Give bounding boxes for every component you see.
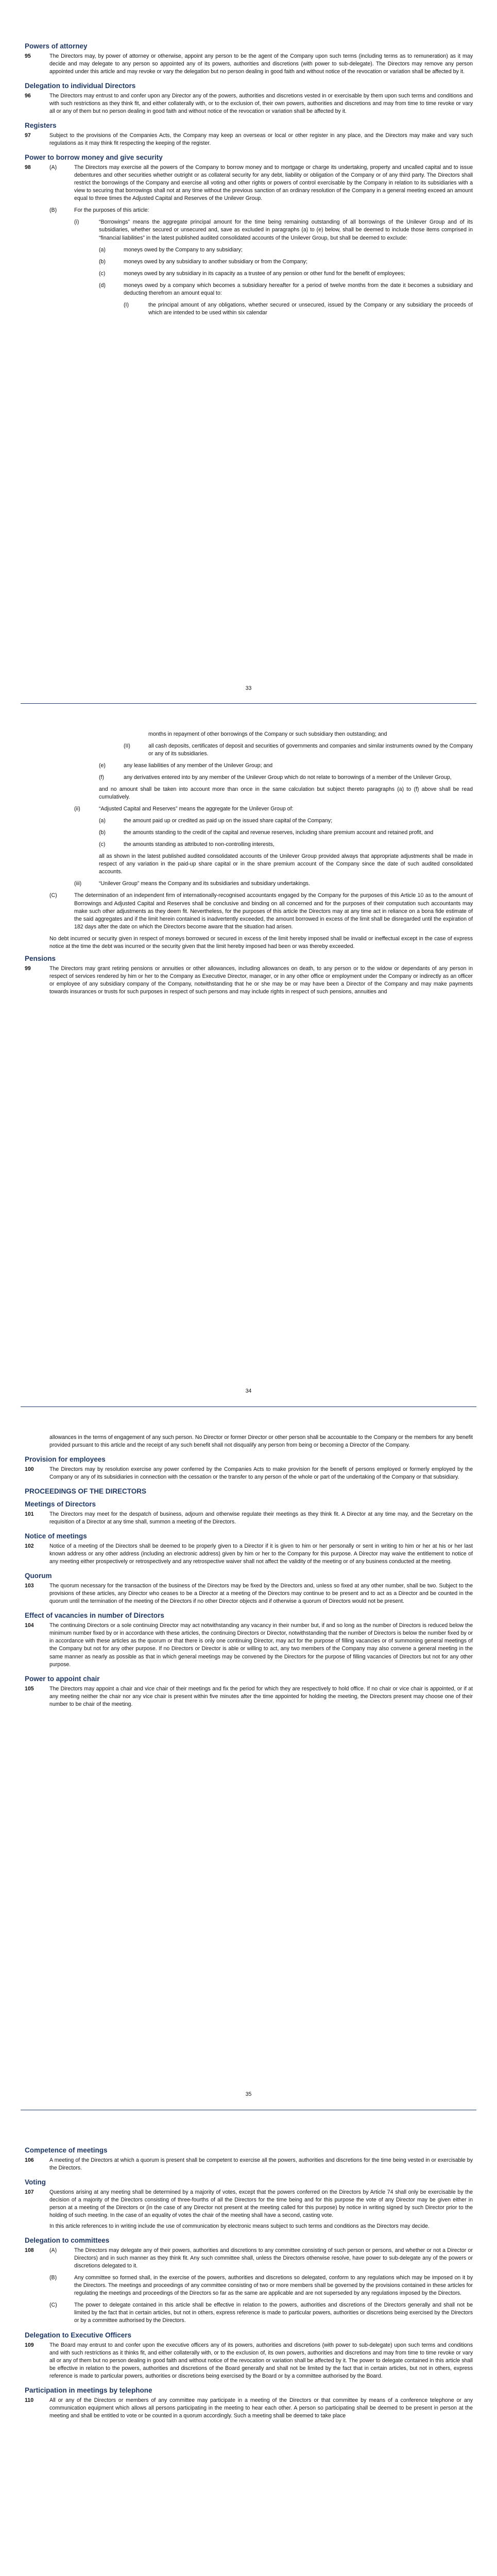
clause-text: The Directors may exercise all the powers of the Company to borrow money and to mortgage or charge its undertaking, property and uncalled capital and to issue debentures and other securities whether outright or as collateral security for any debt, liability or obligation of the Company or of any third party. The Directors shall restrict the borrowings of the Company and exercise all voting and other rights or powers of control exercisable by the Company in relation to its subsidiaries with a view to securing that borrowings shall not at any time without the previous sanction of an ordinary resolution of the Company in a general meeting exceed an amount equal to three times the Adjusted Capital and Reserves of the Unilever Group. xyxy=(74,164,473,202)
page-33 xyxy=(0,0,497,703)
clause-text: moneys owed by any subsidiary to another subsidiary or from the Company; xyxy=(124,258,307,265)
clause-98-b-i-d-I xyxy=(124,301,473,317)
article-number: 99 xyxy=(25,965,31,972)
article-109 xyxy=(25,2342,473,2380)
heading-pensions: Pensions xyxy=(25,954,56,962)
article-number: 98 xyxy=(25,164,31,171)
clause-text: any derivatives entered into by any member of the Unilever Group which do not relate to borrowings of a member of the Unilever Group, xyxy=(124,774,452,781)
page-35-content xyxy=(25,1434,473,1715)
clause-text: For the purposes of this article: xyxy=(74,207,149,214)
clause-text: months in repayment of other borrowings of the Company or such subsidiary then outstanding; and xyxy=(148,731,387,737)
clause-108-c xyxy=(49,2301,473,2325)
heading-meetings: Meetings of Directors xyxy=(25,1500,96,1509)
clause-98-b-ii xyxy=(74,805,473,813)
heading-voting: Voting xyxy=(25,2178,46,2187)
clause-text: “Unilever Group” means the Company and its subsidiaries and subsidiary undertakings. xyxy=(99,880,310,887)
article-text: A meeting of the Directors at which a quorum is present shall be competent to exercise all the powers, authorities and discretions for the time being vested in or exercisable by the Directors. xyxy=(49,2157,473,2172)
clause-98-b-ii-tail xyxy=(99,853,473,876)
article-106 xyxy=(25,2157,473,2172)
article-text: The Board may entrust to and confer upon the executive officers any of its powers, authorities and discretions (with power to sub-delegate) upon such terms and conditions and with such restrictions as it thinks fit, and either collaterally with, or to the exclusion of, its own powers, authorities and discretions and may from time to time revoke or vary all or any of them but no person dealing in good faith and without notice of the revocation or variation shall be affected by it. The power to delegate contained in this article shall be effective in relation to the powers, authorities and discretions of the Board generally and shall not be limited by the fact that in certain articles, but not in others, express reference is made to particular powers, authorities or discretions being exercised by the Board or by a committee authorised by the Board. xyxy=(49,2342,473,2379)
article-text: The Directors may by resolution exercise any power conferred by the Companies Acts to make provision for the benefit of persons employed or formerly employed by the Company or any of its subsidiaries in connection with the cessation or the transfer to any person of the whole or part of the undertaking of the Company or that subsidiary. xyxy=(49,1466,473,1481)
heading-committees: Delegation to committees xyxy=(25,2236,110,2245)
article-text: The Directors may entrust to and confer upon any Director any of the powers, authorities and discretions vested in or exercisable by them upon such terms and conditions and with such restrictions as they think fit, and either collaterally with, or to the exclusion of, their own powers, authorities and discretions and may from time to time revoke or vary all or any of them but no person dealing in good faith and without notice of the revocation or variation shall be affected by it. xyxy=(49,93,473,115)
heading-executive-officers: Delegation to Executive Officers xyxy=(25,2331,132,2339)
article-number: 104 xyxy=(25,1622,34,1629)
article-number: 109 xyxy=(25,2342,34,2348)
clause-label: (d) xyxy=(99,282,106,289)
clause-continuation xyxy=(148,731,473,738)
clause-label: (a) xyxy=(99,818,106,824)
clause-text: Any committee so formed shall, in the exercise of the powers, authorities and discretions so delegated, conform to any regulations which may be imposed on it by the Directors. The meetings and proceedings of any committee consisting of two or more members shall be governed by the provisions contained in these articles for regulating the meetings and proceedings of the Directors so far as the same are applicable and are not superseded by any regulations imposed by the Directors. xyxy=(74,2275,473,2297)
clause-label: (II) xyxy=(124,743,130,750)
heading-telephone: Participation in meetings by telephone xyxy=(25,2386,152,2394)
clause-98-b-ii-c xyxy=(99,841,473,849)
page-number: 35 xyxy=(245,2091,252,2097)
page-number: 33 xyxy=(245,685,252,691)
clause-text: The power to delegate contained in this article shall be effective in relation to the powers, authorities and discretions of the Directors generally and shall not be limited by the fact that in certain articles, but not in others, express reference is made to particular powers, authorities or discretions being exercised by the Directors or by a committee authorised by the Directors. xyxy=(74,2302,473,2324)
clause-98-no-debt xyxy=(49,935,473,951)
article-text: All or any of the Directors or members of any committee may participate in a meeting of the Directors or that committee by means of a conference telephone or any communication equipment which allows all persons participating in the meeting to hear each other. A person so participating shall be deemed to be present in person at the meeting and shall be entitled to vote or be counted in a quorum accordingly. Such a meeting shall be deemed to take place xyxy=(49,2397,473,2419)
clause-label: (i) xyxy=(74,219,79,226)
clause-label: (a) xyxy=(99,246,106,253)
heading-notice: Notice of meetings xyxy=(25,1532,87,1540)
clause-text: the amounts standing as attributed to non-controlling interests, xyxy=(124,841,275,848)
clause-98-b-ii-b xyxy=(99,829,473,837)
clause-text: No debt incurred or security given in respect of moneys borrowed or secured in excess of the limit hereby imposed shall be invalid or ineffectual except in the case of express notice at the time the debt was incurred or the security given that the limit hereby imposed had been or was thereby exceeded. xyxy=(49,935,473,950)
clause-label: (B) xyxy=(49,2275,57,2281)
clause-98-b-i-tail xyxy=(99,786,473,801)
article-text: The Directors may grant retiring pensions or annuities or other allowances, including allowances on death, to any person or to the widow or dependants of any person in respect of services rendered by him or her to the Company as Executive Director, manager, or in any other office or employment under the Company or indirectly as an officer or employee of any subsidiary company of the Company, notwithstanding that he or she may be or may have been a Director of the Company and may make payments towards insurances or trusts for such purposes in respect of such persons and may include rights in respect of such pensions, annuities and xyxy=(49,965,473,995)
clause-label: (b) xyxy=(99,829,106,836)
article-number: 108 xyxy=(25,2247,34,2254)
clause-label: (c) xyxy=(99,270,106,277)
heading-powers-of-attorney: Powers of attorney xyxy=(25,42,88,50)
clause-label: (ii) xyxy=(74,806,80,812)
article-number: 103 xyxy=(25,1583,34,1589)
clause-label: (C) xyxy=(49,892,57,899)
page-35 xyxy=(0,1407,497,2110)
article-103 xyxy=(25,1582,473,1605)
page-34-content xyxy=(25,731,473,1002)
article-number: 107 xyxy=(25,2189,34,2196)
article-text: Subject to the provisions of the Companies Acts, the Company may keep an overseas or local or other register in any place, and the Directors may make and vary such regulations as it may think fit respecting the keeping of the register. xyxy=(49,132,473,147)
heading-provision-employees: Provision for employees xyxy=(25,1455,106,1464)
clause-text: “Borrowings” means the aggregate principal amount for the time being remaining outstanding of all borrowings of the Unilever Group and of its subsidiaries, whether secured or unsecured and, save as excluded in paragraphs (a) to (e) below, shall be deemed to include those items comprised in “financial liabilities” in the latest published audited consolidated accounts of the Unilever Group, but shall be deemed to exclude: xyxy=(99,219,473,241)
clause-text: all as shown in the latest published audited consolidated accounts of the Unilever Group provided always that appropriate adjustments shall be made in respect of any variation in the paid-up share capital or in the share premium account of the Company since the date of such audited consolidated accounts. xyxy=(99,853,473,875)
clause-98-b-i-a xyxy=(99,246,473,254)
clause-label: (A) xyxy=(49,164,57,171)
article-text: The continuing Directors or a sole continuing Director may act notwithstanding any vacancy in their number but, if and so long as the number of Directors is reduced below the minimum number fixed by or in accordance with these articles, the continuing Directors or Director, notwithstanding that the number of Directors is below the number fixed by or in accordance with these articles as the quorum or that there is only one continuing Director, may act for the purpose of filling vacancies or of summoning general meetings of the Company but not for any other purpose. If no Directors or Director is able or willing to act, any two members of the Company may also convene a general meeting in the same manner as nearly as possible as that in which general meetings may be convened by the Directors for the purpose of filling vacancies of Directors but not for any other purpose. xyxy=(49,1622,473,1668)
clause-label: (I) xyxy=(124,301,129,308)
article-99-continuation xyxy=(25,1434,473,1449)
page-number: 34 xyxy=(245,1388,252,1394)
clause-label: (c) xyxy=(99,841,106,848)
article-99 xyxy=(25,965,473,996)
article-text: The Directors may meet for the despatch of business, adjourn and otherwise regulate their meetings as they think fit. A Director at any time may, and the Secretary on the requisition of a Director at any time shall, summon a meeting of the Directors. xyxy=(49,1511,473,1526)
clause-label: (B) xyxy=(49,207,57,214)
article-96 xyxy=(25,92,473,115)
article-105 xyxy=(25,1685,473,1708)
article-number: 106 xyxy=(25,2157,34,2163)
page-33-content xyxy=(25,42,473,323)
clause-98-b-i xyxy=(74,218,473,242)
clause-98-b-i-e xyxy=(99,762,473,770)
article-text: The quorum necessary for the transaction of the business of the Directors may be fixed by the Directors and, unless so fixed at any other number, shall be two. Subject to the provisions of these articles, any Director who ceases to be a Director at a meeting of the Directors may continue to be present and to act as a Director and be counted in the quorum until the termination of the meeting of the Directors if no other Director objects and if otherwise a quorum of Directors would not be present. xyxy=(49,1583,473,1605)
article-102 xyxy=(25,1543,473,1566)
article-95 xyxy=(25,53,473,76)
heading-vacancies: Effect of vacancies in number of Directors xyxy=(25,1612,164,1620)
article-number: 102 xyxy=(25,1543,34,1550)
article-text: The Directors may, by power of attorney or otherwise, appoint any person to be the agent of the Company upon such terms (including terms as to remuneration) as it may decide and may delegate to any person so appointed any of its powers, authorities and discretions (with power to sub-delegate). The Directors may remove any person appointed under this article and may revoke or vary the delegation but no person dealing in good faith and without notice of the revocation or variation shall be affected by it. xyxy=(49,53,473,75)
heading-delegation-individual: Delegation to individual Directors xyxy=(25,82,136,90)
article-number: 101 xyxy=(25,1511,34,1518)
article-101 xyxy=(25,1511,473,1526)
clause-label: (b) xyxy=(99,258,106,265)
clause-98-b-i-d-II xyxy=(124,742,473,758)
clause-text: the amount paid up or credited as paid up on the issued share capital of the Company; xyxy=(124,818,333,824)
clause-108-b xyxy=(49,2274,473,2297)
article-104 xyxy=(25,1622,473,1668)
clause-98-b-i-f xyxy=(99,774,473,782)
page-34 xyxy=(0,704,497,1406)
clause-108-a xyxy=(49,2247,473,2270)
clause-label: (C) xyxy=(49,2302,57,2309)
article-number: 97 xyxy=(25,132,31,139)
article-text: Questions arising at any meeting shall be determined by a majority of votes, except that the powers conferred on the Directors by Article 74 shall only be exercisable by the decision of a majority of the Directors consisting of three-fourths of all the Directors for the time being and for this purpose the vote of any Director may be given either in person at a meeting of the Directors or (in the case of any Director not present at the meeting called for this purpose) by notice in writing signed by such Director prior to the holding of such meeting. In the case of an equality of votes the chair of the meeting shall have a second, casting vote. xyxy=(49,2189,473,2219)
clause-98-b-ii-a xyxy=(99,817,473,825)
article-text: Notice of a meeting of the Directors shall be deemed to be properly given to a Director if it is given to him or her personally or sent in writing to him or her at his or her last known address or any other address (including an electronic address) given by him or her to the Company for this purpose. A Director may waive the entitlement to notice of any meeting either prospectively or retrospectively and any retrospective waiver shall not affect the validity of the meeting or of any business conducted at the meeting. xyxy=(49,1543,473,1565)
clause-98-b-i-d xyxy=(99,282,473,297)
heading-borrow: Power to borrow money and give security xyxy=(25,154,163,162)
clause-98-b xyxy=(49,207,473,214)
clause-text: The Directors may delegate any of their powers, authorities and discretions to any committee consisting of such person or persons, and whether or not a Director or Directors) and in such manner as they think fit. Any such committee shall, unless the Directors otherwise resolve, have power to sub-delegate any of the powers or discretions delegated to it. xyxy=(74,2247,473,2269)
article-text: The Directors may appoint a chair and vice chair of their meetings and fix the period for which they are respectively to hold office. If no chair or vice chair is appointed, or if at any meeting neither the chair nor any vice chair is present within five minutes after the time appointed for holding the meeting, the Directors present may choose one of their number to be chair of the meeting. xyxy=(49,1685,473,1707)
clause-98-b-i-b xyxy=(99,258,473,266)
clause-text: moneys owed by a company which becomes a subsidiary hereafter for a period of twelve months from the date it becomes a subsidiary and deducting therefrom an amount equal to: xyxy=(124,282,473,296)
article-108 xyxy=(25,2247,473,2325)
clause-text: all cash deposits, certificates of deposit and securities of governments and companies and similar instruments owned by the Company or any of its subsidiaries. xyxy=(148,743,473,757)
clause-98-c xyxy=(49,892,473,930)
clause-98-b-iii xyxy=(74,880,473,888)
article-number: 95 xyxy=(25,53,31,59)
clause-98-b-i-c xyxy=(99,270,473,278)
heading-chair: Power to appoint chair xyxy=(25,1674,100,1683)
clause-label: (A) xyxy=(49,2247,57,2254)
article-text-2: In this article references to in writing include the use of communication by electronic means subject to such terms and conditions as the Directors may decide. xyxy=(49,2223,430,2230)
article-number: 96 xyxy=(25,93,31,99)
clause-text: any lease liabilities of any member of the Unilever Group; and xyxy=(124,762,273,769)
page-36 xyxy=(0,2110,497,2576)
clause-text: the principal amount of any obligations, whether secured or unsecured, issued by the Company or any subsidiary the proceeds of which are intended to be used within six calendar xyxy=(148,301,473,316)
clause-98-a xyxy=(49,164,473,202)
clause-label: (iii) xyxy=(74,880,82,887)
clause-label: (f) xyxy=(99,774,104,781)
article-100 xyxy=(25,1466,473,1481)
clause-text: moneys owed by the Company to any subsidiary; xyxy=(124,246,243,253)
article-98 xyxy=(25,164,473,317)
article-number: 105 xyxy=(25,1685,34,1692)
clause-text: The determination of an independent firm of internationally-recognised accountants engaged by the Company for the purposes of this Article 10 as to the amount of Borrowings and Adjusted Capital and Reserves shall be conclusive and binding on all concerned and for the purposes of their computation such accountants may make such other adjustments as they deem fit. Nevertheless, for the purposes of this article the Directors may at any time act in reliance on a bona fide estimate of the said aggregates and if the limit herein contained is inadvertently exceeded, the amount borrowed in excess of the limit shall be disregarded until the expiration of 182 days after the date on which the Directors become aware that the situation had arisen. xyxy=(74,892,473,930)
page-36-content xyxy=(25,2146,473,2426)
article-97 xyxy=(25,132,473,147)
article-text: allowances in the terms of engagement of any such person. No Director or former Director or other person shall be accountable to the Company or the members for any benefit provided pursuant to this article and the receipt of any such benefit shall not disqualify any person from being or becoming a Director of the Company. xyxy=(49,1434,473,1449)
article-number: 110 xyxy=(25,2397,34,2403)
clause-text: and no amount shall be taken into account more than once in the same calculation but subject thereto paragraphs (a) to (f) above shall be read cumulatively. xyxy=(99,786,473,801)
section-title: PROCEEDINGS OF THE DIRECTORS xyxy=(25,1487,147,1496)
heading-quorum: Quorum xyxy=(25,1572,52,1580)
heading-registers: Registers xyxy=(25,122,57,130)
clause-text: the amounts standing to the credit of the capital and revenue reserves, including share premium account and retained profit, and xyxy=(124,829,434,836)
heading-competence: Competence of meetings xyxy=(25,2146,108,2154)
clause-text: “Adjusted Capital and Reserves” means the aggregate for the Unilever Group of: xyxy=(99,806,294,812)
article-110 xyxy=(25,2397,473,2420)
clause-label: (e) xyxy=(99,762,106,769)
article-number: 100 xyxy=(25,1466,34,1473)
article-107 xyxy=(25,2189,473,2230)
clause-text: moneys owed by any subsidiary in its capacity as a trustee of any pension or other fund for the benefit of employees; xyxy=(124,270,405,277)
